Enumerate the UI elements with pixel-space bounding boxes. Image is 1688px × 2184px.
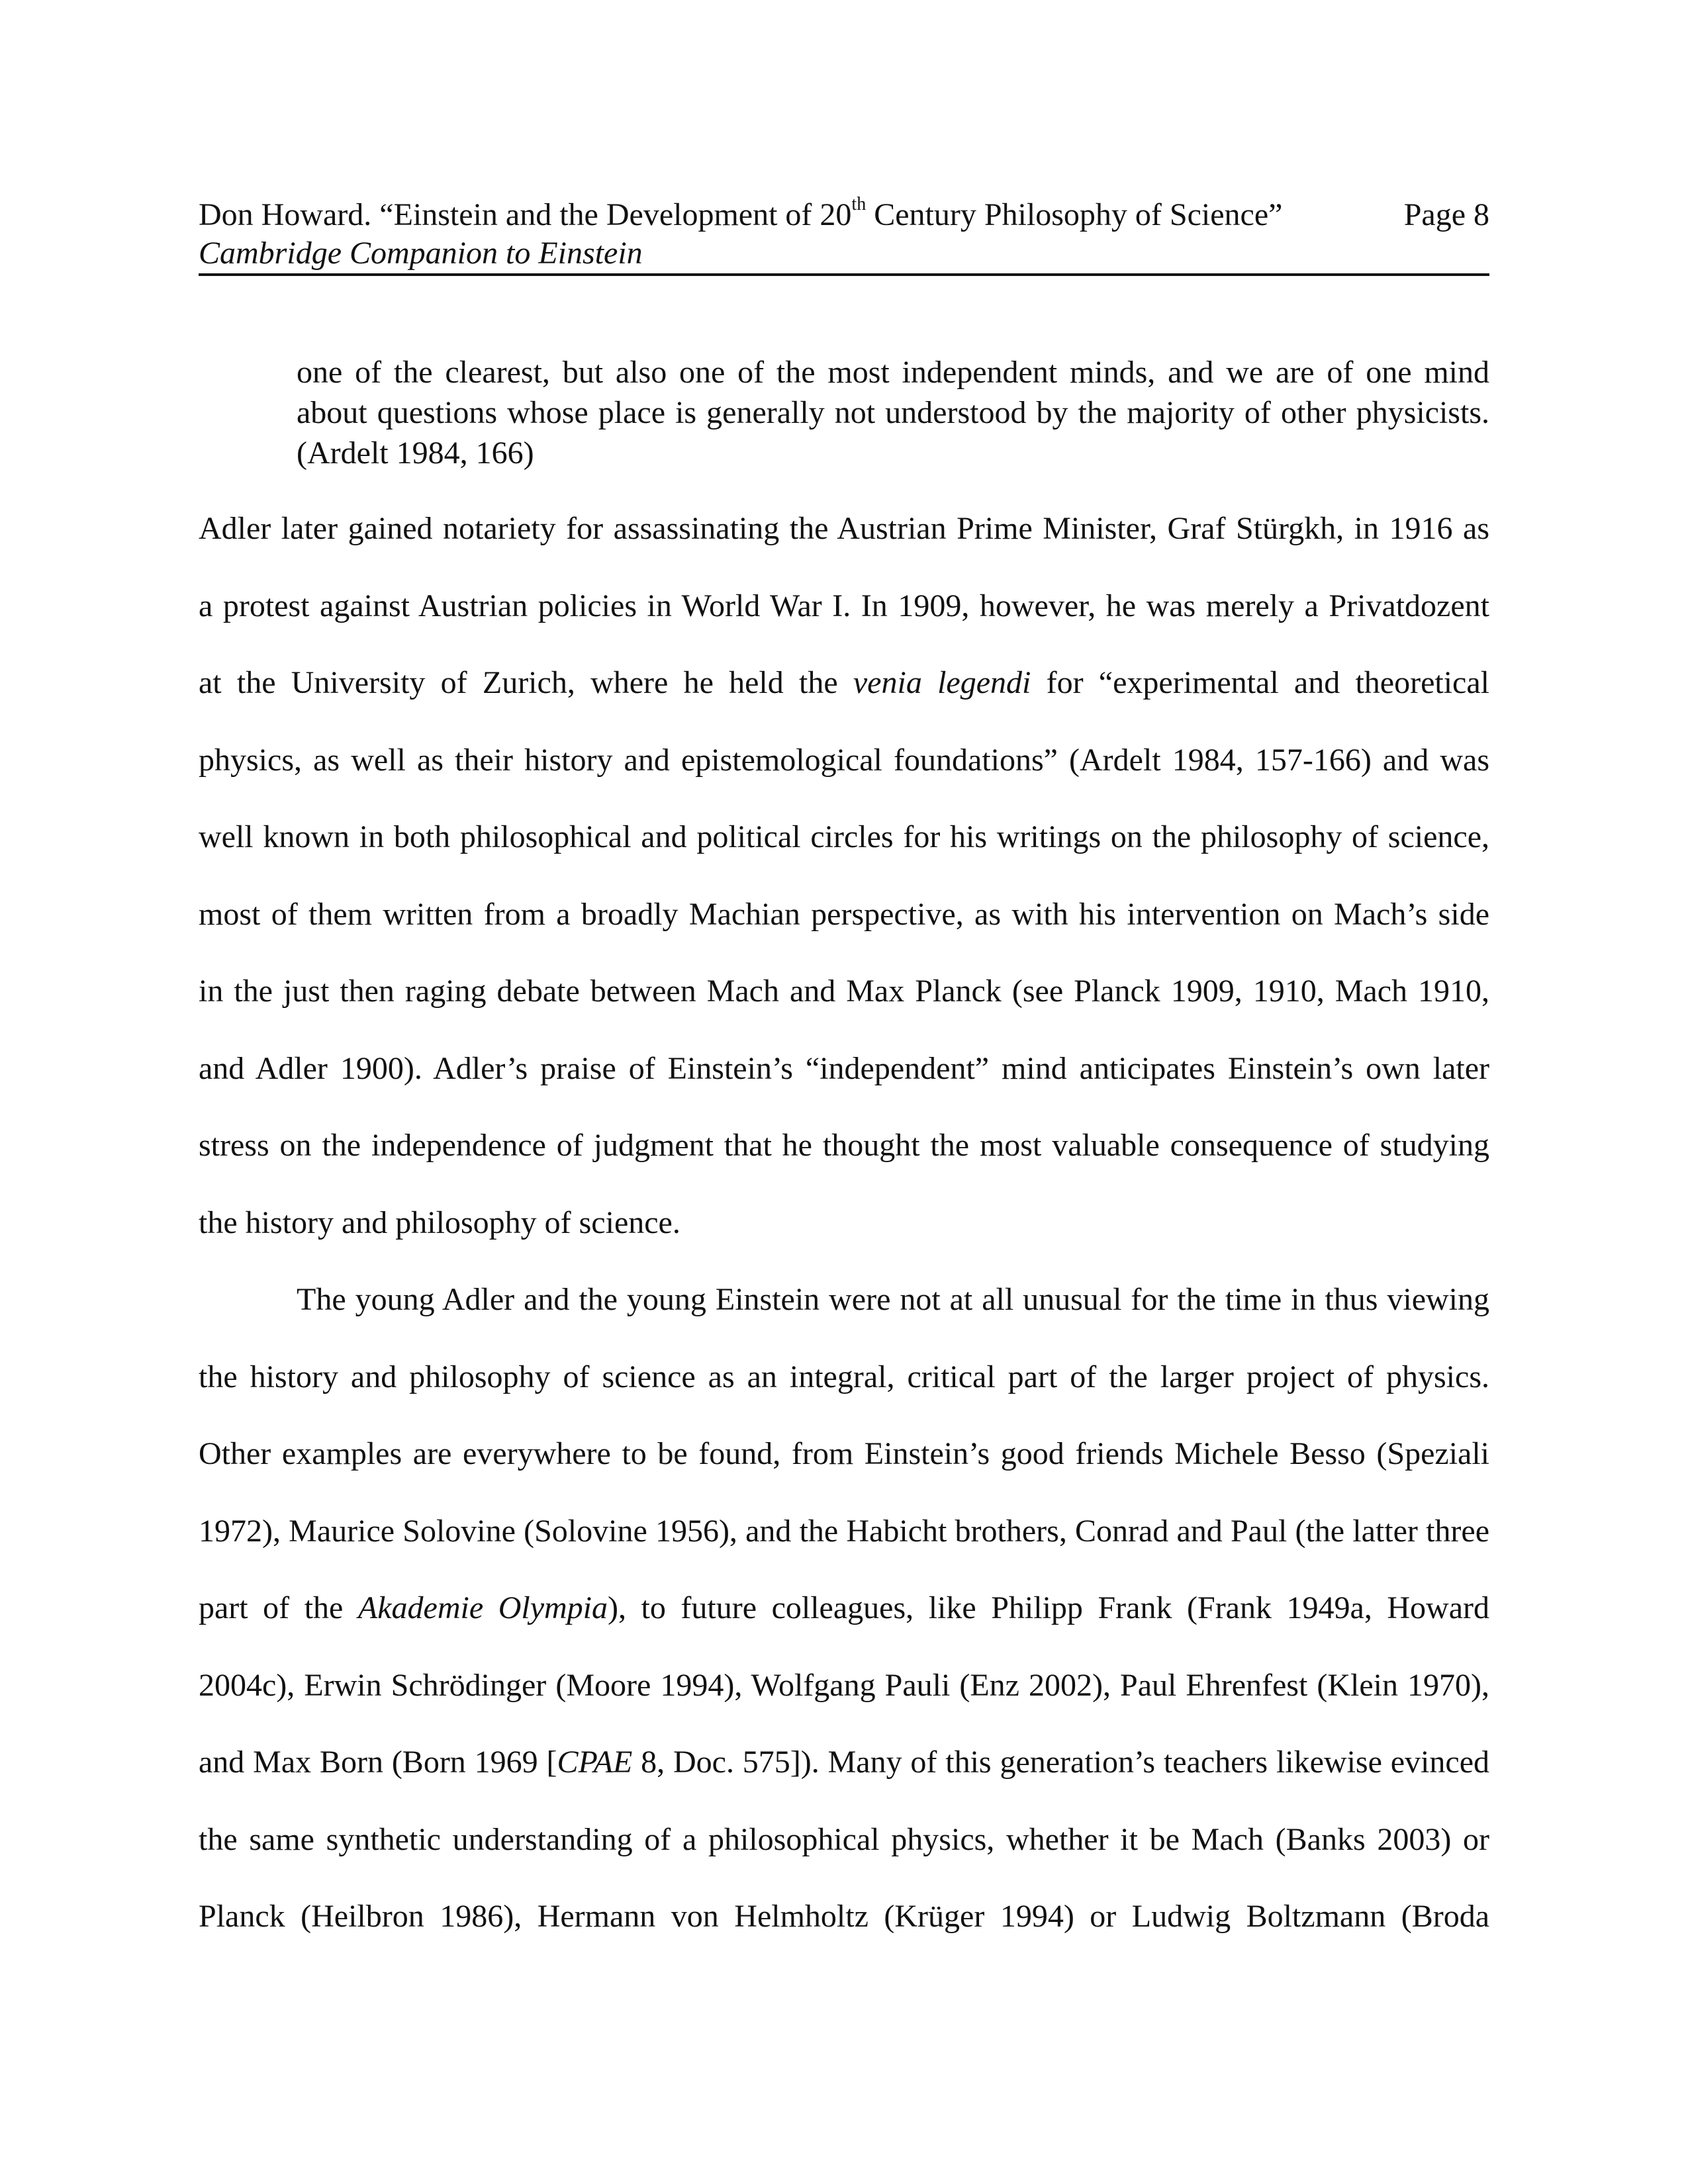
quote-line: about questions whose place is generally not understood by the majority of other physicists. bbox=[297, 395, 1489, 430]
paragraph-2-line bbox=[199, 1743, 1489, 1821]
header-citation-sup: th bbox=[851, 194, 867, 214]
header-rule bbox=[199, 273, 1489, 276]
quote-citation: (Ardelt 1984, 166) bbox=[297, 435, 534, 471]
page-number: Page 8 bbox=[1403, 197, 1489, 232]
paragraph-1-line: and Adler 1900). Adler’s praise of Einstein’s “independent” mind anticipates Einstein’s own later bbox=[199, 1050, 1489, 1086]
text-run: ), to future colleagues, like Philipp Frank (Frank 1949a, Howard bbox=[608, 1590, 1489, 1625]
block-quote bbox=[297, 352, 1489, 473]
paragraph-2-line: Planck (Heilbron 1986), Hermann von Helmholtz (Krüger 1994) or Ludwig Boltzmann (Broda bbox=[199, 1899, 1489, 1934]
paragraph-1-line: well known in both philosophical and political circles for his writings on the philosophy of science, bbox=[199, 819, 1489, 854]
paragraph-1-line: the history and philosophy of science. bbox=[199, 1205, 680, 1240]
body-text bbox=[199, 510, 1489, 1975]
header-book-title: Cambridge Companion to Einstein bbox=[199, 236, 643, 271]
paragraph-1-line: most of them written from a broadly Machian perspective, as with his intervention on Mach’s side bbox=[199, 896, 1489, 932]
paragraph-1-line: physics, as well as their history and epistemological foundations” (Ardelt 1984, 157-166) and was bbox=[199, 742, 1489, 778]
paragraph-2-line: 1972), Maurice Solovine (Solovine 1956), and the Habicht brothers, Conrad and Paul (the latter three bbox=[199, 1513, 1489, 1549]
text-run: 8, Doc. 575]). Many of this generation’s teachers likewise evinced bbox=[632, 1745, 1489, 1780]
running-header bbox=[199, 196, 1489, 273]
italic-term: CPAE bbox=[557, 1745, 633, 1780]
paragraph-1-line: stress on the independence of judgment that he thought the most valuable consequence of studying bbox=[199, 1128, 1489, 1163]
header-citation-pre: Don Howard. “Einstein and the Development of 20 bbox=[199, 197, 852, 232]
header-citation-line bbox=[199, 196, 1489, 234]
paragraph-2-line bbox=[199, 1589, 1489, 1666]
paragraph-2-line: The young Adler and the young Einstein were not at all unusual for the time in thus viewing bbox=[297, 1282, 1489, 1317]
paragraph-2-line: the same synthetic understanding of a philosophical physics, whether it be Mach (Banks 2003) or bbox=[199, 1821, 1489, 1857]
paragraph-2-line: Other examples are everywhere to be found, from Einstein’s good friends Michele Besso (Speziali bbox=[199, 1436, 1489, 1471]
italic-term: venia legendi bbox=[853, 665, 1031, 700]
text-run: and Max Born (Born 1969 [ bbox=[199, 1745, 557, 1780]
header-citation-post: Century Philosophy of Science” bbox=[866, 197, 1283, 232]
paragraph-1-line: a protest against Austrian policies in World War I. In 1909, however, he was merely a Privatdozent bbox=[199, 588, 1489, 623]
paragraph-2-line: the history and philosophy of science as an integral, critical part of the larger project of physics. bbox=[199, 1359, 1489, 1394]
paragraph-1-line: Adler later gained notariety for assassinating the Austrian Prime Minister, Graf Stürgkh, in 1916 as bbox=[199, 511, 1489, 546]
text-run: part of the bbox=[199, 1590, 358, 1625]
italic-term: Akademie Olympia bbox=[357, 1590, 608, 1625]
text-run: at the University of Zurich, where he held the bbox=[199, 665, 853, 700]
paragraph-1-line: in the just then raging debate between Mach and Max Planck (see Planck 1909, 1910, Mach 1910, bbox=[199, 974, 1489, 1009]
paragraph-1-line bbox=[199, 664, 1489, 741]
paragraph-2-line: 2004c), Erwin Schrödinger (Moore 1994), Wolfgang Pauli (Enz 2002), Paul Ehrenfest (Klein 1970), bbox=[199, 1667, 1489, 1703]
text-run: for “experimental and theoretical bbox=[1031, 665, 1489, 700]
quote-line: one of the clearest, but also one of the most independent minds, and we are of one mind bbox=[297, 355, 1489, 390]
